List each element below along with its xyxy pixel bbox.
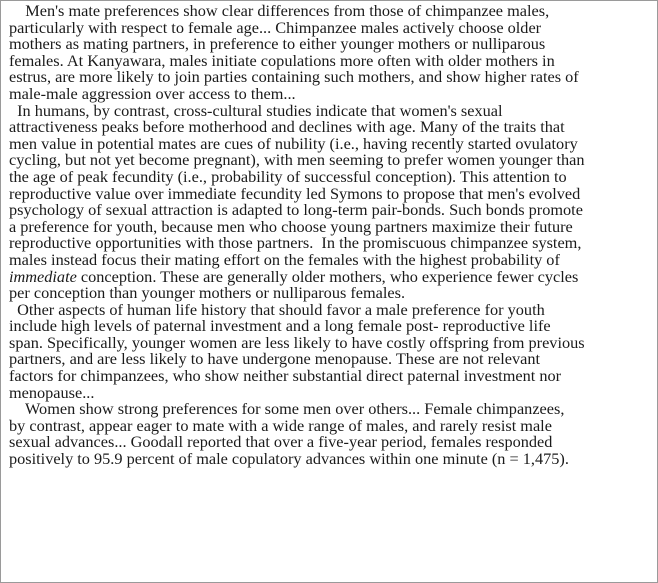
text-line: include high levels of paternal investment and a long female post- reproductive life [9,316,551,336]
text-line: menopause... [9,382,95,402]
text-line: mothers as mating partners, in preference to either younger mothers or nulliparous [9,34,546,54]
italic-word: immediate [9,266,77,286]
text-line: females. At Kanyawara, males initiate copulations more often with older mothers in [9,50,555,70]
text-line: In humans, by contrast, cross-cultural studies indicate that women's sexual [9,100,503,120]
text-line: Other aspects of human life history that should favor a male preference for youth [9,299,545,319]
text-line: reproductive value over immediate fecundity led Symons to propose that men's evolved [9,183,581,203]
text-line: by contrast, appear eager to mate with a wide range of males, and rarely resist male [9,415,552,435]
text-line: particularly with respect to female age... Chimpanzee males actively choose older [9,17,542,37]
text-line: reproductive opportunities with those partners. In the promiscuous chimpanzee system, [9,233,582,253]
text-line: males instead focus their mating effort on the females with the highest probability of [9,249,560,269]
text-segment: conception. These are generally older mothers, who experience fewer cycles [76,266,579,286]
text-line: men value in potential mates are cues of nubility (i.e., having recently started ovulatory [9,133,578,153]
text-line: positively to 95.9 percent of male copulatory advances within one minute (n = 1,475). [9,449,569,469]
text-line: psychology of sexual attraction is adapted to long-term pair-bonds. Such bonds promote [9,200,583,220]
text-line: partners, and are less likely to have undergone menopause. These are not relevant [9,349,541,369]
document-body [9,3,653,468]
text-line: a preference for youth, because men who choose young partners maximize their future [9,216,573,236]
text-line: attractiveness peaks before motherhood and declines with age. Many of the traits that [9,117,565,137]
text-line: per conception than younger mothers or nulliparous females. [9,283,406,303]
text-line: Men's mate preferences show clear differences from those of chimpanzee males, [9,1,550,20]
text-line: factors for chimpanzees, who show neither substantial direct paternal investment nor [9,366,562,386]
text-line: span. Specifically, younger women are less likely to have costly offspring from previous [9,332,585,352]
text-line: estrus, are more likely to join parties containing such mothers, and show higher rates of [9,67,579,87]
text-line: sexual advances... Goodall reported that over a five-year period, females responded [9,432,553,452]
text-line: Women show strong preferences for some men over others... Female chimpanzees, [9,399,565,419]
text-line: cycling, but not yet become pregnant), with men seeming to prefer women younger than [9,150,585,170]
text-line: male-male aggression over access to them... [9,83,296,103]
text-line: the age of peak fecundity (i.e., probability of successful conception). This attention to [9,166,567,186]
